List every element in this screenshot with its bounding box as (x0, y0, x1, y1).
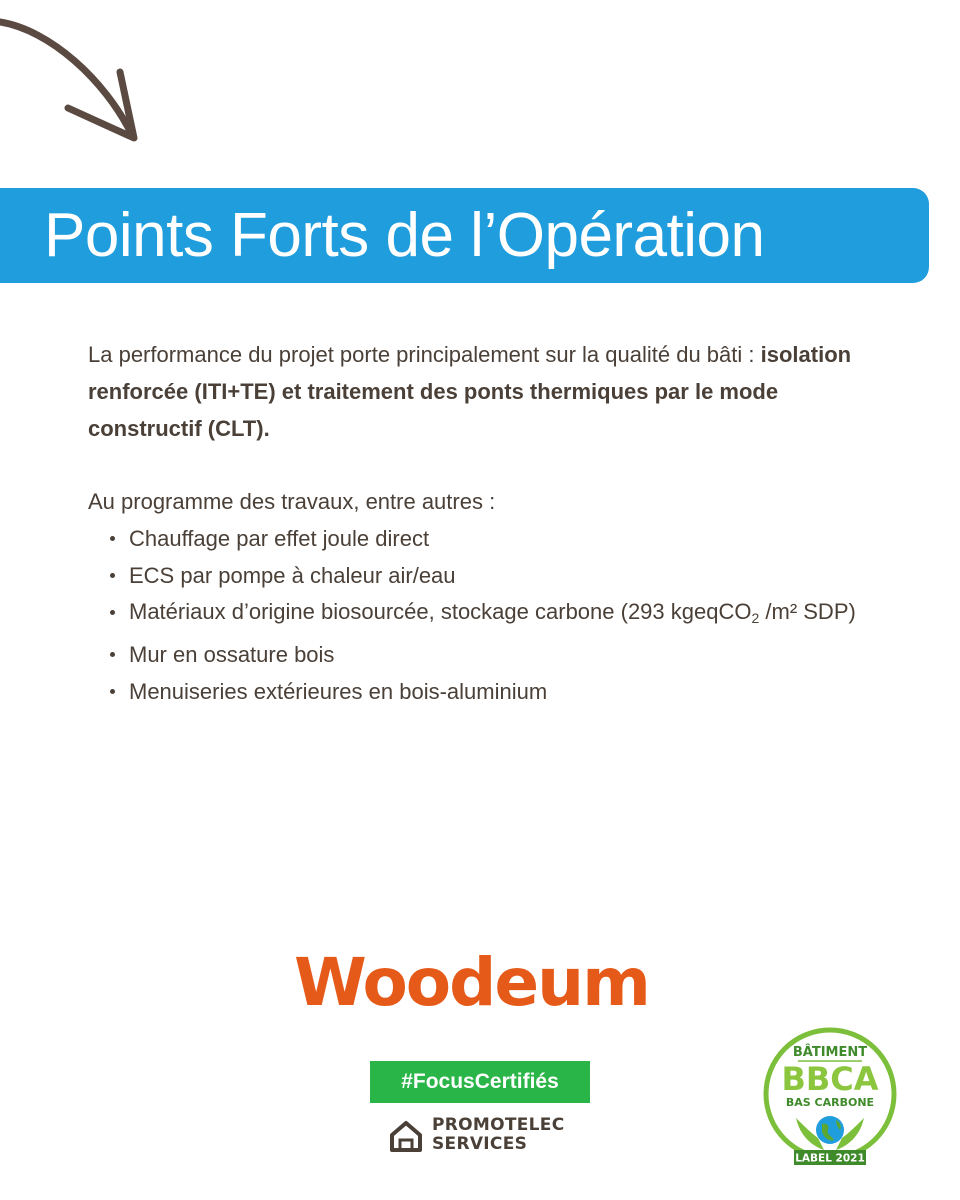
content-block (88, 336, 888, 710)
list-item: Mur en ossature bois (88, 636, 888, 673)
curved-arrow-icon (0, 0, 160, 150)
list-item-materials (88, 594, 888, 636)
list-item: ECS par pompe à chaleur air/eau (88, 557, 888, 594)
works-list (88, 520, 888, 710)
intro-highlight: isolation renforcée (ITI+TE) et traitement des ponts thermiques par le mode constructif (CLT). (88, 342, 852, 441)
promotelec-text (432, 1116, 565, 1154)
page-title: Points Forts de l’Opération (44, 201, 765, 270)
bbca-label-seal (760, 1026, 900, 1166)
label-main-text: BBCA (781, 1060, 879, 1098)
intro-text: La performance du projet porte principalement sur la qualité du bâti : (88, 342, 761, 367)
program-heading: Au programme des travaux, entre autres : (88, 489, 496, 514)
intro-paragraph (88, 336, 888, 447)
materials-unit: /m² SDP) (759, 599, 856, 624)
program-section (88, 483, 888, 710)
label-sub-text: BAS CARBONE (785, 1096, 875, 1109)
list-item: Chauffage par effet joule direct (88, 520, 888, 557)
promotelec-line-2: SERVICES (432, 1134, 528, 1154)
woodeum-logo: Woodeum (294, 944, 649, 1021)
house-icon (388, 1118, 424, 1154)
materials-subscript: 2 (751, 610, 760, 626)
promotelec-line-1: PROMOTELEC (432, 1115, 565, 1135)
label-year-text: LABEL 2021 (795, 1152, 865, 1165)
list-item: Menuiseries extérieures en bois-aluminium (88, 673, 888, 710)
promotelec-logo (388, 1116, 588, 1156)
hashtag-badge: #FocusCertifiés (370, 1061, 590, 1103)
label-top-text: BÂTIMENT (792, 1045, 868, 1060)
materials-text: Matériaux d’origine biosourcée, stockage carbone (293 kgeqCO (129, 599, 752, 624)
